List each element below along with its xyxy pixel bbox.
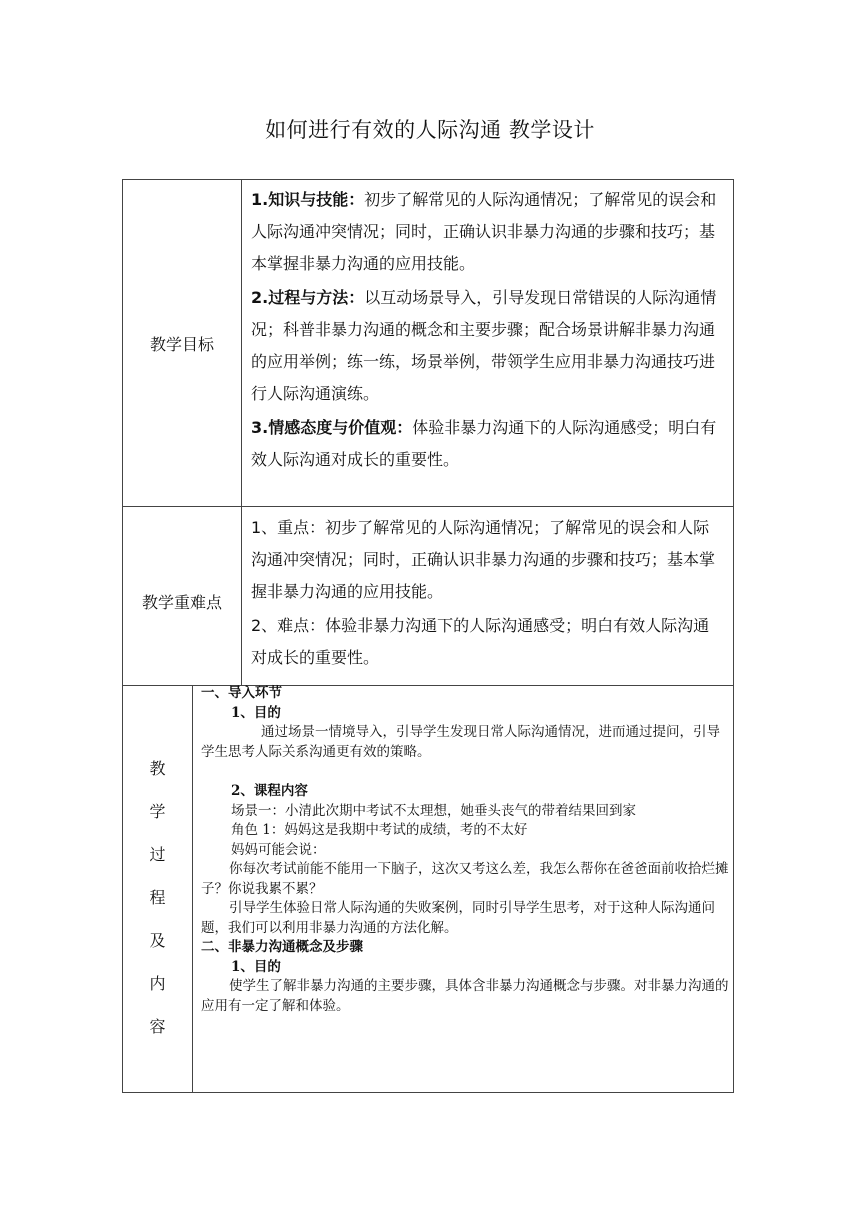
subsection-heading: 1、目的 [231,958,281,975]
paragraph: 妈妈可能会说： [231,841,326,858]
lesson-plan-table [122,179,734,1093]
row-divider-1 [123,506,733,507]
key-point-item: 2、难点：体验非暴力沟通下的人际沟通感受；明白有效人际沟通对成长的重要性。 [251,616,710,667]
key-points-label: 教学重难点 [141,593,222,612]
page-title: 如何进行有效的人际沟通 教学设计 [265,118,595,142]
column-divider-bottom [192,685,193,1093]
subsection-heading: 1、目的 [231,704,281,721]
process-content [201,684,729,1016]
key-points-content [251,512,725,674]
paragraph: 引导学生体验日常人际沟通的失败案例，同时引导学生思考，对于这种人际沟通问题，我们可以利用非暴力沟通的方法化解。 [201,900,715,936]
paragraph: 你每次考试前能不能用一下脑子，这次又考这么差，我怎么帮你在爸爸面前收拾烂摊子？你说我累不累？ [201,861,729,897]
subsection-heading: 2、课程内容 [231,783,308,799]
paragraph: 通过场景一情境导入，引导学生发现日常人际沟通情况，进而通过提问，引导学生思考人际关系沟通更有效的策略。 [201,724,720,760]
paragraph: 场景一：小清此次期中考试不太理想，她垂头丧气的带着结果回到家 [231,802,636,819]
objective-item: 1.知识与技能：初步了解常见的人际沟通情况；了解常见的误会和人际沟通冲突情况；同时，正确认识非暴力沟通的步骤和技巧；基本掌握非暴力沟通的应用技能。 [251,190,717,273]
objectives-content [251,184,725,476]
process-label: 教 学 过 程 及 内 容 [149,759,166,1036]
objectives-label: 教学目标 [149,335,214,354]
column-divider-top [241,180,242,685]
objective-item: 3.情感态度与价值观：体验非暴力沟通下的人际沟通感受；明白有效人际沟通对成长的重要性。 [251,418,717,469]
key-point-item: 1、重点：初步了解常见的人际沟通情况；了解常见的误会和人际沟通冲突情况；同时，正确认识非暴力沟通的步骤和技巧；基本掌握非暴力沟通的应用技能。 [251,518,716,601]
paragraph: 角色 1：妈妈这是我期中考试的成绩，考的不太好 [231,822,528,838]
section-heading: 一、导入环节 [201,685,282,701]
objective-item: 2.过程与方法：以互动场景导入，引导发现日常错误的人际沟通情况；科普非暴力沟通的概念和主要步骤；配合场景讲解非暴力沟通的应用举例；练一练，场景举例，带领学生应用非暴力沟通技巧进行人际沟通演练。 [251,288,717,403]
paragraph: 使学生了解非暴力沟通的主要步骤，具体含非暴力沟通概念与步骤。对非暴力沟通的应用有一定了解和体验。 [201,978,729,1014]
section-heading: 二、非暴力沟通概念及步骤 [201,939,363,955]
